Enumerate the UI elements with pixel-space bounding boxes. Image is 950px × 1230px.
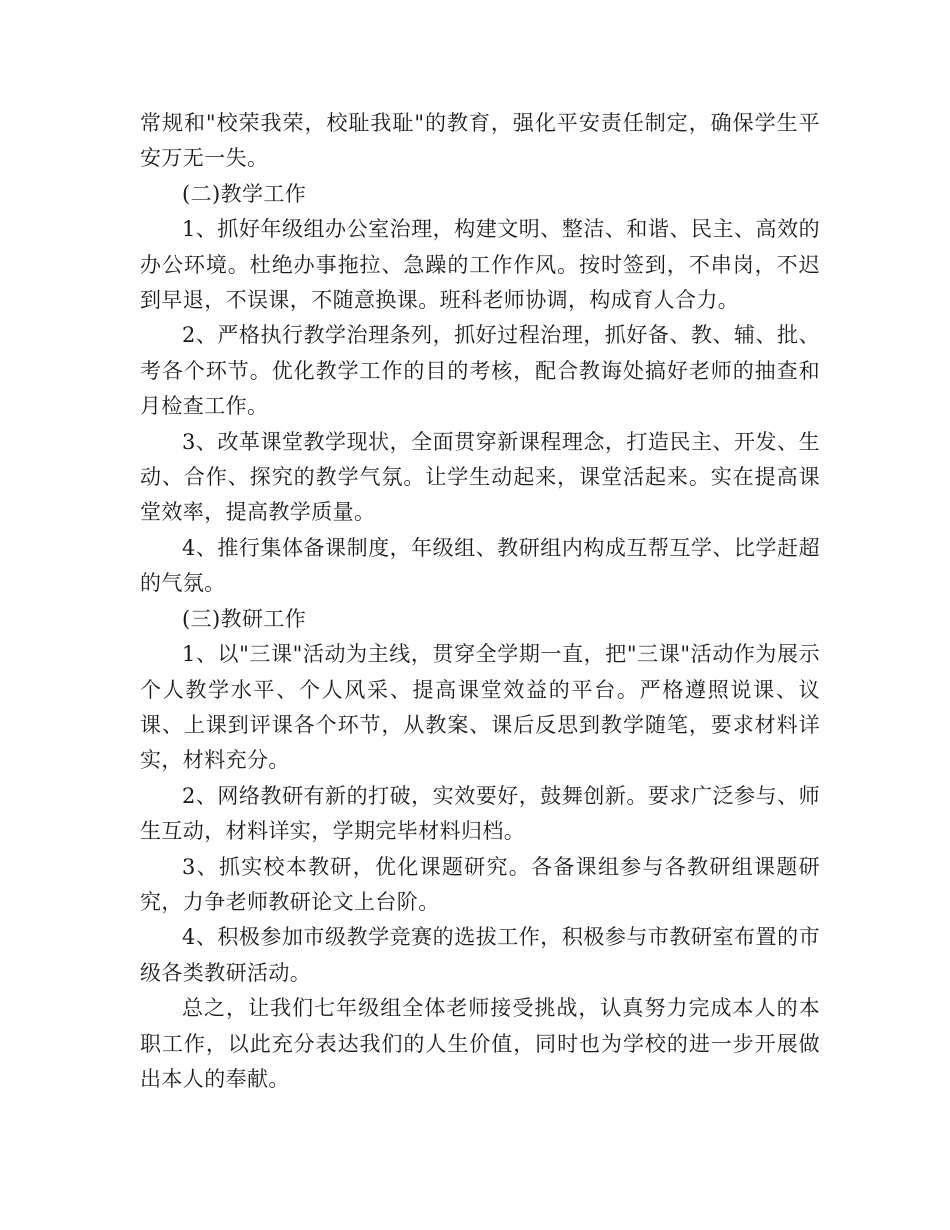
document-page xyxy=(140,106,820,1097)
paragraph-research-2: 2、网络教研有新的打破，实效要好，鼓舞创新。要求广泛参与、师生互动，材料详实，学期完毕材料归档。 xyxy=(140,783,820,844)
paragraph-research-3: 3、抓实校本教研，优化课题研究。各备课组参与各教研组课题研究，力争老师教研论文上台阶。 xyxy=(140,854,820,914)
paragraph-continuation: 常规和"校荣我荣，校耻我耻"的教育，强化平安责任制定，确保学生平安万无一失。 xyxy=(140,111,820,171)
paragraph-conclusion: 总之，让我们七年级组全体老师接受挑战，认真努力完成本人的本职工作，以此充分表达我们的人生价值，同时也为学校的进一步开展做出本人的奉献。 xyxy=(140,996,820,1091)
paragraph-research-1: 1、以"三课"活动为主线，贯穿全学期一直，把"三课"活动作为展示个人教学水平、个人风采、提高课堂效益的平台。严格遵照说课、议课、上课到评课各个环节，从教案、课后反思到教学随笔，要求材料详实，材料充分。 xyxy=(140,642,820,773)
section-heading-research: (三)教研工作 xyxy=(182,606,307,631)
paragraph-teaching-2: 2、严格执行教学治理条列，抓好过程治理，抓好备、教、辅、批、考各个环节。优化教学工作的目的考核，配合教诲处搞好老师的抽查和月检查工作。 xyxy=(140,323,820,419)
paragraph-teaching-1: 1、抓好年级组办公室治理，构建文明、整洁、和谐、民主、高效的办公环境。杜绝办事拖拉、急躁的工作作风。按时签到，不串岗，不迟到早退，不误课，不随意换课。班科老师协调，构成育人合力。 xyxy=(140,217,820,313)
paragraph-research-4: 4、积极参加市级教学竞赛的选拔工作，积极参与市教研室布置的市级各类教研活动。 xyxy=(140,925,820,985)
paragraph-teaching-4: 4、推行集体备课制度，年级组、教研组内构成互帮互学、比学赶超的气氛。 xyxy=(140,535,820,596)
paragraph-teaching-3: 3、改革课堂教学现状，全面贯穿新课程理念，打造民主、开发、生动、合作、探究的教学气氛。让学生动起来，课堂活起来。实在提高课堂效率，提高教学质量。 xyxy=(140,429,820,525)
section-heading-teaching: (二)教学工作 xyxy=(182,181,307,206)
